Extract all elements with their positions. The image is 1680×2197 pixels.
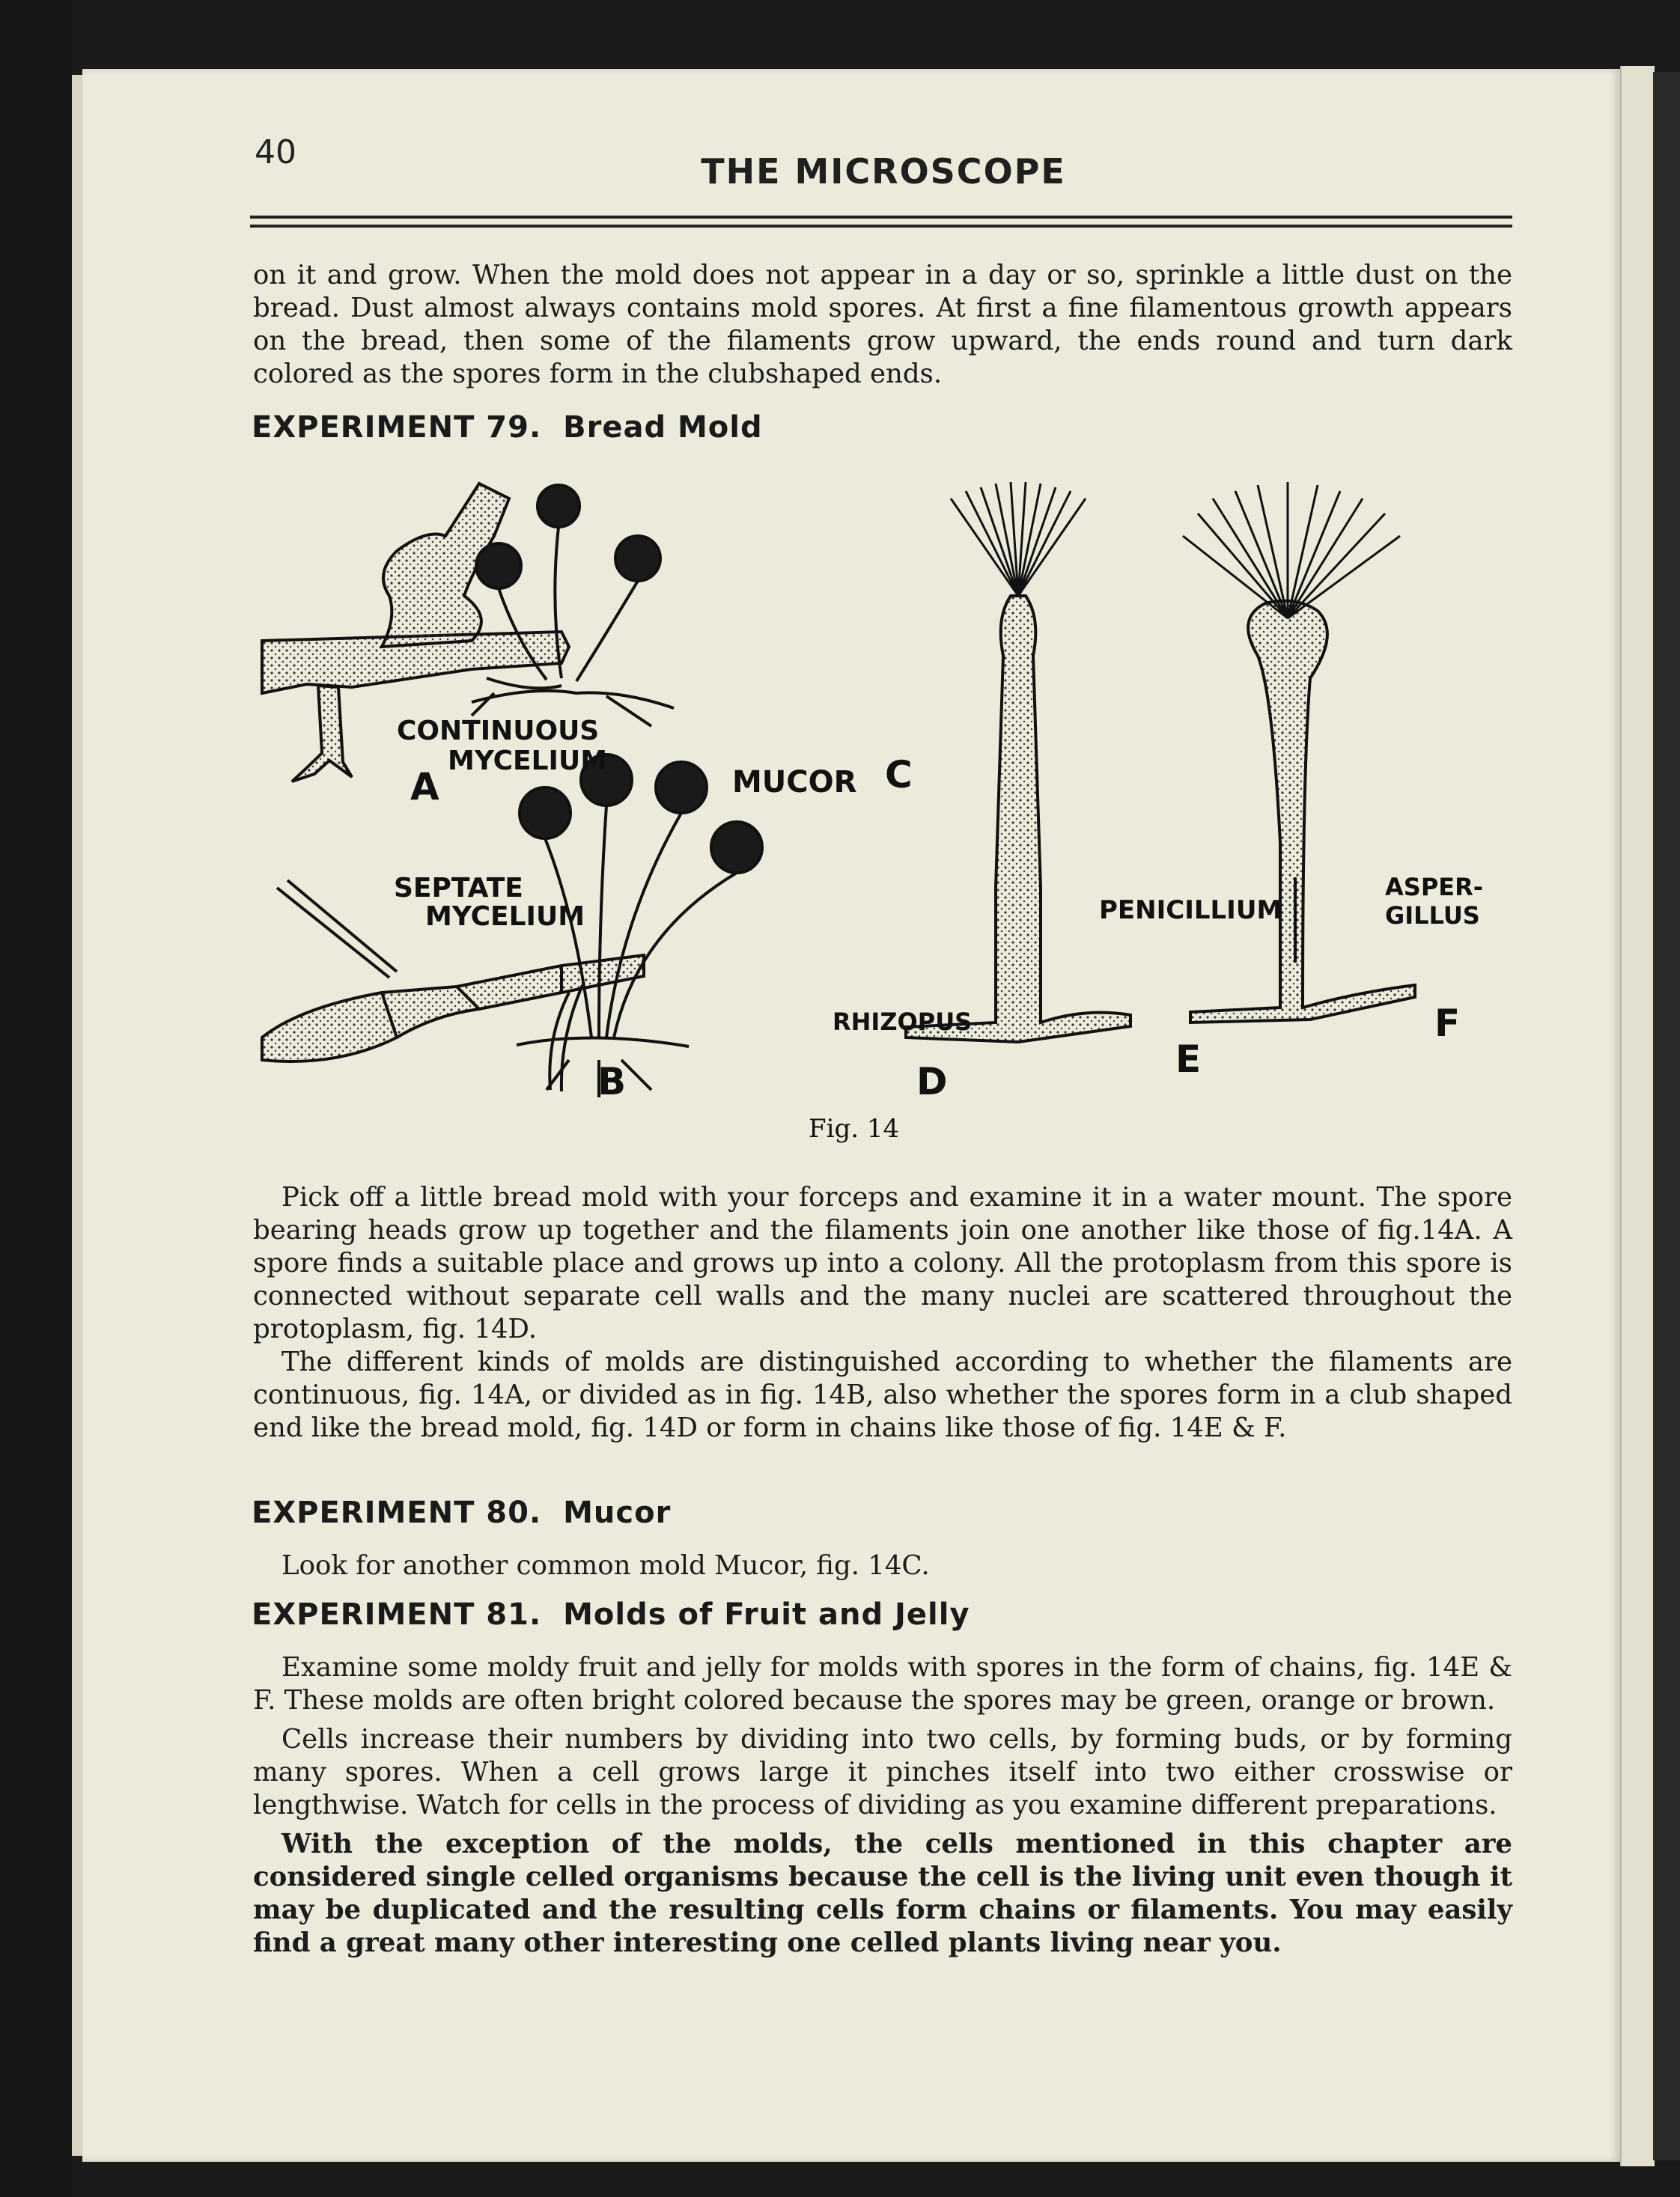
experiment-title: Bread Mold [563, 410, 763, 445]
adjacent-page-shadow [1653, 72, 1680, 2160]
figure-14-illustration [247, 469, 1520, 1172]
page-right-edge [1620, 66, 1655, 2166]
experiment-80-heading [252, 1496, 671, 1530]
paragraph-2: Pick off a little bread mold with your forceps and examine it in a water mount. The spore bearing heads grow up together and the filaments join one another like those of fig.14A. A spore finds a suitable place and grows up into a colony. All the protoplasm from this spore is connected without separate cell walls and the many nuclei are scattered throughout the protoplasm, fig. 14D. The different kinds of molds are distinguished according to whether the filaments are continuous, fig. 14A, or divided as in fig. 14B, also whether the spores form in a club shaped end like the bread mold, fig. 14D or form in chains like those of fig. 14E & F. [253, 1182, 1512, 1443]
letter-a: A [410, 765, 439, 808]
experiment-number: EXPERIMENT 79. [252, 410, 542, 445]
letter-d: D [916, 1060, 948, 1103]
experiment-81-heading [252, 1597, 970, 1632]
background [0, 0, 72, 2197]
label-mycelium-b: MYCELIUM [425, 901, 585, 932]
header-rule [250, 225, 1512, 228]
experiment-number: EXPERIMENT 81. [252, 1597, 542, 1632]
experiment-title: Molds of Fruit and Jelly [563, 1597, 970, 1632]
header-rule [250, 216, 1512, 219]
figure-caption: Fig. 14 [809, 1114, 900, 1144]
experiment-title: Mucor [563, 1496, 672, 1530]
letter-f: F [1434, 1002, 1461, 1045]
label-mucor: MUCOR [732, 765, 857, 799]
experiment-81-text: Examine some moldy fruit and jelly for molds with spores in the form of chains, fig. 14E & F. These molds are often bright colored because the spores may be green, orange or brown. Cells increase their numbers by dividing into two cells, by forming buds, or by forming many spores. When a cell grows large it pinches itself into two either crosswise or lengthwise. Watch for cells in the process of dividing as you examine different preparations. With the exception of the molds, the cells mentioned in this chapter are considered single celled organisms because the cell is the living unit even though it may be duplicated and the resulting cells form chains or filaments. You may easily find a great many other interesting one celled plants living near you. [253, 1652, 1512, 1958]
experiment-number: EXPERIMENT 80. [252, 1496, 542, 1530]
letter-b: B [597, 1060, 627, 1103]
running-title: THE MICROSCOPE [701, 151, 1066, 192]
experiment-79-heading [252, 410, 763, 445]
figure-14 [247, 469, 1520, 1172]
label-asper: ASPER- [1385, 873, 1484, 901]
experiment-80-text: Look for another common mold Mucor, fig. 14C. [281, 1550, 930, 1581]
page-number: 40 [255, 133, 296, 171]
intro-paragraph: on it and grow. When the mold does not appear in a day or so, sprinkle a little dust on the bread. Dust almost always contains mold spores. At first a fine filamentous growth appears on the bread, then some of the filaments grow upward, the ends round and turn dark colored as the spores form in the clubshaped ends. [253, 260, 1512, 389]
page-left-edge [72, 75, 82, 2156]
label-rhizopus: RHIZOPUS [833, 1008, 973, 1036]
label-mycelium-a: MYCELIUM [448, 746, 608, 776]
letter-c: C [885, 753, 913, 796]
label-gillus: GILLUS [1385, 901, 1480, 930]
mucor-drawing [472, 485, 674, 726]
label-penicillium: PENICILLIUM [1099, 895, 1282, 925]
label-continuous: CONTINUOUS [397, 716, 600, 746]
letter-e: E [1175, 1037, 1202, 1081]
aspergillus-drawing [1183, 482, 1415, 1023]
label-septate: SEPTATE [394, 873, 523, 904]
penicillium-drawing [906, 482, 1130, 1042]
